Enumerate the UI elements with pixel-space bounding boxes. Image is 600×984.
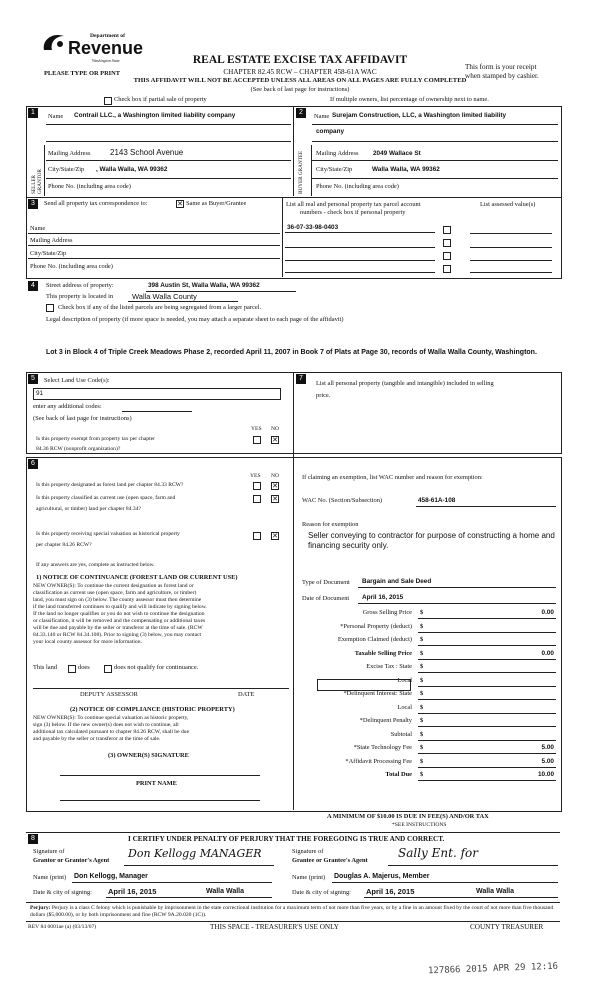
tax-row-label: Taxable Selling Price bbox=[354, 650, 412, 657]
s6-no-header: NO bbox=[271, 473, 280, 479]
s6-yes-header: YES bbox=[250, 473, 261, 479]
buyer-name-label: Name bbox=[314, 113, 330, 120]
historical-no-checkbox[interactable]: ✕ bbox=[272, 532, 278, 540]
partial-sale-checkbox[interactable] bbox=[104, 97, 112, 105]
notice2-line: NEW OWNER(S): To continue special valuation as historic property, bbox=[33, 715, 189, 721]
see-back-instructions: (See back of last page for instructions) bbox=[250, 86, 350, 93]
current-use-question-2: agricultural, or timber) land per chapter 84.34? bbox=[36, 506, 141, 512]
exempt-question-2: 84.36 RCW (nonprofit organization)? bbox=[36, 446, 121, 452]
tax-row-line bbox=[418, 632, 556, 633]
notice-continuance-text bbox=[33, 583, 289, 646]
tax-row-label: Subtotal bbox=[390, 731, 412, 738]
corr-name-label: Name bbox=[30, 225, 46, 232]
parcel-header-1: List all real and personal property tax parcel account bbox=[286, 201, 421, 208]
notice1-line: or classification, it will be removed and the compensating or additional taxes bbox=[33, 618, 206, 624]
legal-description-value[interactable]: Lot 3 in Block 4 of Triple Creek Meadows Phase 2, recorded April 11, 2007 in Book 7 of Plats at Page 30, records of Walla Walla County, Washington. bbox=[46, 349, 537, 356]
corr-mailing-label: Mailing Address bbox=[30, 237, 73, 244]
grantor-city-value[interactable]: Walla Walla bbox=[206, 888, 244, 895]
exemption-claim-label: If claiming an exemption, list WAC number and reason for exemption: bbox=[302, 474, 483, 481]
section-2-marker: 2 bbox=[296, 108, 306, 118]
notice2-line: additional tax calculated pursuant to chapter 84.26 RCW, shall be due bbox=[33, 729, 190, 735]
grantee-name-print-label: Name (print) bbox=[292, 874, 326, 881]
grantor-signature-of-label: Signature of bbox=[33, 848, 65, 855]
seller-mailing-label: Mailing Address bbox=[48, 150, 91, 157]
tax-row-line bbox=[418, 672, 556, 673]
grantee-name-value[interactable]: Douglas A. Majerus, Member bbox=[334, 873, 430, 880]
s5-yes-header: YES bbox=[251, 426, 262, 432]
seller-city-label: City/State/Zip bbox=[48, 166, 85, 173]
certify-statement: I CERTIFY UNDER PENALTY OF PERJURY THAT THE FOREGOING IS TRUE AND CORRECT. bbox=[128, 835, 445, 843]
doc-date-label: Date of Document bbox=[302, 595, 350, 602]
current-use-no-checkbox[interactable]: ✕ bbox=[272, 495, 278, 503]
deputy-assessor-label: DEPUTY ASSESSOR bbox=[80, 691, 138, 698]
seller-phone-label: Phone No. (including area code) bbox=[48, 183, 131, 190]
parcel-3-personal-checkbox[interactable] bbox=[443, 252, 451, 260]
grantor-name-print-label: Name (print) bbox=[33, 874, 67, 881]
land-does-checkbox[interactable] bbox=[68, 665, 76, 673]
notice2-line: and payable by the seller or transferor at the time of sale. bbox=[33, 736, 161, 742]
notice1-line: will be due and payable by the seller or transferor at the time of sale. (RCW bbox=[33, 625, 203, 631]
tax-row-dollar: $ bbox=[420, 758, 424, 765]
land-does-not-checkbox[interactable] bbox=[104, 665, 112, 673]
tax-row-label: Local bbox=[397, 704, 412, 711]
corr-phone-label: Phone No. (including area code) bbox=[30, 263, 113, 270]
notice-compliance-text bbox=[33, 715, 289, 743]
does-not-label: does not qualify for continuance. bbox=[114, 664, 199, 671]
tax-row-dollar: $ bbox=[420, 744, 424, 751]
tax-row-label: Exemption Claimed (deduct) bbox=[337, 636, 412, 643]
parcel-4-personal-checkbox[interactable] bbox=[443, 265, 451, 273]
tax-row-dollar: $ bbox=[420, 623, 424, 630]
grantee-city-value[interactable]: Walla Walla bbox=[476, 888, 514, 895]
tax-row-line bbox=[418, 659, 556, 660]
deputy-date-label: DATE bbox=[238, 691, 255, 698]
s5-no-header: NO bbox=[271, 426, 280, 432]
form-title: REAL ESTATE EXCISE TAX AFFIDAVIT bbox=[192, 54, 408, 66]
grantee-date-value[interactable]: April 16, 2015 bbox=[366, 887, 415, 896]
buyer-name-value-2[interactable]: company bbox=[316, 128, 345, 135]
current-use-question-1: Is this property classified as current use (open space, farm and bbox=[36, 495, 176, 501]
tax-row-line bbox=[418, 699, 556, 700]
send-correspondence-label: Send all property tax correspondence to: bbox=[44, 200, 148, 207]
buyer-side-label: BUYER GRANTEE bbox=[298, 150, 304, 194]
historical-question-2: per chapter 84.26 RCW? bbox=[36, 542, 92, 548]
grantor-date-city-label: Date & city of signing: bbox=[33, 889, 92, 896]
additional-codes-label: enter any additional codes: bbox=[33, 403, 102, 410]
notice1-line: land, you must sign on (3) below. The county assessor must then determine bbox=[33, 597, 202, 603]
tax-row-dollar: $ bbox=[420, 704, 424, 711]
seller-city-value[interactable]: , Walla Walla, WA 99362 bbox=[96, 166, 168, 173]
grantee-signature-of-label: Signature of bbox=[292, 848, 324, 855]
minimum-due-note: A MINIMUM OF $10.00 IS DUE IN FEE(S) AND/OR TAX bbox=[327, 813, 489, 820]
logo-name-text: Revenue bbox=[68, 38, 144, 58]
personal-property-label-1: List all personal property (tangible and intangible) included in selling bbox=[316, 380, 494, 387]
this-land-label: This land bbox=[33, 664, 57, 671]
exempt-yes-checkbox[interactable] bbox=[253, 436, 261, 444]
segregated-label: Check box if any of the listed parcels are being segregated from a larger parcel. bbox=[58, 304, 262, 311]
buyer-mailing-value[interactable]: 2049 Wallace St bbox=[373, 150, 421, 157]
tax-row-line bbox=[418, 740, 556, 741]
tax-row-label: *Personal Property (deduct) bbox=[340, 623, 412, 630]
buyer-city-label: City/State/Zip bbox=[316, 166, 353, 173]
form-chapter: CHAPTER 82.45 RCW – CHAPTER 458-61A WAC bbox=[223, 68, 377, 76]
owners-signature-label: (3) OWNER(S) SIGNATURE bbox=[108, 752, 189, 759]
notice2-line: sign (3) below. If the new owner(s) does not wish to continue, all bbox=[33, 722, 179, 728]
section-1-marker: 1 bbox=[28, 108, 38, 118]
tax-row-label: Total Due bbox=[385, 771, 412, 778]
located-in-label: This property is located in bbox=[46, 293, 114, 300]
tax-row-value[interactable]: 5.00 bbox=[541, 744, 554, 751]
buyer-mailing-label: Mailing Address bbox=[316, 150, 359, 157]
seller-name-value[interactable]: Contrail LLC., a Washington limited liability company bbox=[74, 112, 236, 119]
forest-land-question: Is this property designated as forest land per chapter 84.33 RCW? bbox=[36, 482, 184, 488]
tax-row-label: *State Technology Fee bbox=[353, 744, 412, 751]
perjury-label: Perjury: bbox=[30, 905, 51, 911]
notice1-line: If the land no longer qualifies or you do not wish to continue the designation bbox=[33, 611, 205, 617]
section-6-marker: 6 bbox=[28, 459, 38, 469]
historical-question-1: Is this property receiving special valuation as historical property bbox=[36, 531, 180, 537]
revenue-logo bbox=[40, 30, 144, 72]
exemption-reason-label: Reason for exemption bbox=[302, 521, 359, 528]
section-8-marker: 8 bbox=[28, 834, 38, 844]
tax-row-dollar: $ bbox=[420, 650, 424, 657]
tax-row-dollar: $ bbox=[420, 663, 424, 670]
notice1-line: 84.33.140 or RCW 84.34.108). Prior to signing (3) below, you may contact bbox=[33, 632, 202, 638]
tax-row-line bbox=[418, 780, 556, 781]
segregated-checkbox[interactable] bbox=[46, 304, 54, 312]
please-type-label: PLEASE TYPE OR PRINT bbox=[44, 70, 121, 77]
corr-city-label: City/State/Zip bbox=[30, 250, 67, 257]
does-label: does bbox=[78, 664, 90, 671]
tax-row-value[interactable]: 10.00 bbox=[538, 771, 554, 778]
logo-dept-text: Department of bbox=[90, 33, 125, 39]
grantee-agent-label: Grantee or Grantee's Agent bbox=[292, 857, 368, 864]
land-use-value: 91 bbox=[36, 390, 44, 397]
parcel-1-personal-checkbox[interactable] bbox=[443, 226, 451, 234]
tax-row-dollar: $ bbox=[420, 609, 424, 616]
tax-row-line bbox=[418, 618, 556, 619]
grantor-date-value[interactable]: April 16, 2015 bbox=[108, 887, 157, 896]
street-address-value[interactable]: 398 Austin St, Walla Walla, WA 99362 bbox=[148, 282, 260, 289]
notice-compliance-title: (2) NOTICE OF COMPLIANCE (HISTORIC PROPERTY) bbox=[70, 706, 235, 713]
logo-state-text: Washington State bbox=[92, 58, 120, 63]
section-3-marker: 3 bbox=[28, 199, 38, 209]
tax-row-line bbox=[418, 686, 556, 687]
tax-row-label: *Delinquent Penalty bbox=[359, 717, 412, 724]
forest-yes-checkbox[interactable] bbox=[253, 482, 261, 490]
if-yes-note: If any answers are yes, complete as instructed below. bbox=[36, 562, 155, 568]
tax-row-value[interactable]: 0.00 bbox=[541, 609, 554, 616]
buyer-city-value[interactable]: Walla Walla, WA 99362 bbox=[372, 166, 440, 173]
tax-row-label: Excise Tax : State bbox=[366, 663, 412, 670]
local-rate-input[interactable] bbox=[317, 679, 411, 691]
grantor-agent-label: Grantor or Grantor's Agent bbox=[33, 857, 110, 864]
logo-mark-icon bbox=[40, 32, 70, 54]
grantor-name-value[interactable]: Don Kellogg, Manager bbox=[74, 873, 148, 880]
legal-description-label: Legal description of property (if more space is needed, you may attach a separate sheet to each page of the affidavit) bbox=[46, 316, 344, 323]
receipt-note-2: when stamped by cashier. bbox=[465, 72, 539, 80]
tax-row-value[interactable]: 0.00 bbox=[541, 650, 554, 657]
same-as-buyer-label: Same as Buyer/Grantee bbox=[186, 200, 247, 207]
perjury-warning bbox=[30, 905, 558, 919]
tax-row-line bbox=[418, 645, 556, 646]
form-revision: REV 84 0001ae (a) (03/13/07) bbox=[28, 924, 97, 930]
print-name-label: PRINT NAME bbox=[136, 780, 177, 787]
tax-row-line bbox=[418, 713, 556, 714]
current-use-yes-checkbox[interactable] bbox=[253, 495, 261, 503]
seller-mailing-value[interactable]: 2143 School Avenue bbox=[110, 148, 184, 157]
tax-row-label: Gross Selling Price bbox=[362, 609, 412, 616]
seller-side-label: SELLER GRANTOR bbox=[31, 169, 43, 194]
assessed-header: List assessed value(s) bbox=[480, 201, 536, 208]
buyer-name-value[interactable]: Surejam Construction, LLC, a Washington limited liability bbox=[332, 112, 507, 119]
parcel-number-1[interactable]: 36-07-33-98-0403 bbox=[287, 224, 339, 231]
land-use-see-back: (See back of last page for instructions) bbox=[33, 415, 132, 422]
section-5-marker: 5 bbox=[28, 374, 38, 384]
same-as-buyer-checkbox[interactable]: ✕ bbox=[177, 200, 183, 208]
tax-row-line bbox=[418, 767, 556, 768]
street-address-label: Street address of property: bbox=[46, 282, 114, 289]
notice1-line: classification as current use (open space, farm and agriculture, or timber) bbox=[33, 590, 197, 596]
grantee-date-city-label: Date & city of signing: bbox=[292, 889, 351, 896]
notice1-line: NEW OWNER(S): To continue the current designation as forest land or bbox=[33, 583, 194, 589]
exempt-no-checkbox[interactable]: ✕ bbox=[272, 436, 278, 444]
notice-continuance-title: 1) NOTICE OF CONTINUANCE (FOREST LAND OR CURRENT USE) bbox=[36, 574, 238, 581]
parcel-header-2: numbers - check box if personal property bbox=[300, 209, 406, 216]
exempt-question-1: Is this property exempt from property tax per chapter bbox=[36, 436, 155, 442]
perjury-text: Perjury is a class C felony which is punishable by imprisonment in the state correctional institution for a maximum term of not more than five years, or by a fine in an amount fixed by the court of not more than five thousand dollars ($5,000.00), or by both imprisonment and fine (RCW 9A.20.020 (1C)). bbox=[30, 905, 554, 918]
tax-row-dollar: $ bbox=[420, 677, 424, 684]
grantee-signature[interactable]: Sally Ent. for bbox=[398, 846, 478, 860]
parcel-2-personal-checkbox[interactable] bbox=[443, 239, 451, 247]
doc-type-label: Type of Document bbox=[302, 579, 350, 586]
historical-yes-checkbox[interactable] bbox=[253, 532, 261, 540]
county-treasurer-label: COUNTY TREASURER bbox=[470, 923, 544, 931]
tax-row-value[interactable]: 5.00 bbox=[541, 758, 554, 765]
tax-row-label: Local bbox=[397, 677, 412, 684]
tax-row-dollar: $ bbox=[420, 731, 424, 738]
land-use-label: Select Land Use Code(s): bbox=[44, 377, 110, 384]
tax-row-label: *Affidavit Processing Fee bbox=[345, 758, 412, 765]
tax-row-label: *Delinquent Interest: State bbox=[343, 690, 412, 697]
tax-row-dollar: $ bbox=[420, 690, 424, 697]
buyer-phone-label: Phone No. (including area code) bbox=[316, 183, 399, 190]
partial-sale-label: Check box if partial sale of property bbox=[114, 96, 207, 103]
notice1-line: your local county assessor for more information. bbox=[33, 639, 142, 645]
land-use-input[interactable] bbox=[33, 388, 281, 400]
doc-date-value[interactable]: April 16, 2015 bbox=[362, 594, 404, 601]
personal-property-label-2: price. bbox=[316, 392, 331, 399]
seller-name-label: Name bbox=[48, 113, 64, 120]
treasurer-space-label: THIS SPACE - TREASURER'S USE ONLY bbox=[210, 923, 339, 931]
multiple-owners-note: If multiple owners, list percentage of ownership next to name. bbox=[330, 96, 489, 103]
grantor-signature[interactable]: Don Kellogg MANAGER bbox=[128, 847, 262, 860]
tax-row-dollar: $ bbox=[420, 717, 424, 724]
receipt-note-1: This form is your receipt bbox=[465, 63, 537, 71]
exemption-reason-value[interactable]: Seller conveying to contractor for purpose of constructing a home and financing security only. bbox=[308, 531, 555, 550]
notice1-line: if the land transferred continues to qualify and will indicate by signing below. bbox=[33, 604, 207, 610]
see-instructions-note: *SEE INSTRUCTIONS bbox=[392, 822, 447, 828]
tax-row-line bbox=[418, 726, 556, 727]
located-in-value[interactable]: Walla Walla County bbox=[132, 292, 197, 301]
tax-row-dollar: $ bbox=[420, 771, 424, 778]
section-4-marker: 4 bbox=[28, 281, 38, 291]
doc-type-value[interactable]: Bargain and Sale Deed bbox=[362, 578, 432, 585]
treasurer-stamp: 127866 2015 APR 29 12:16 bbox=[427, 961, 559, 977]
tax-row-line bbox=[418, 753, 556, 754]
tax-row-dollar: $ bbox=[420, 636, 424, 643]
section-7-marker: 7 bbox=[296, 374, 306, 384]
forest-no-checkbox[interactable]: ✕ bbox=[272, 482, 278, 490]
wac-value[interactable]: 458-61A-108 bbox=[418, 497, 456, 504]
wac-label: WAC No. (Section/Subsection) bbox=[302, 497, 383, 504]
not-accepted-notice: THIS AFFIDAVIT WILL NOT BE ACCEPTED UNLESS ALL AREAS ON ALL PAGES ARE FULLY COMPLETED bbox=[133, 77, 467, 84]
